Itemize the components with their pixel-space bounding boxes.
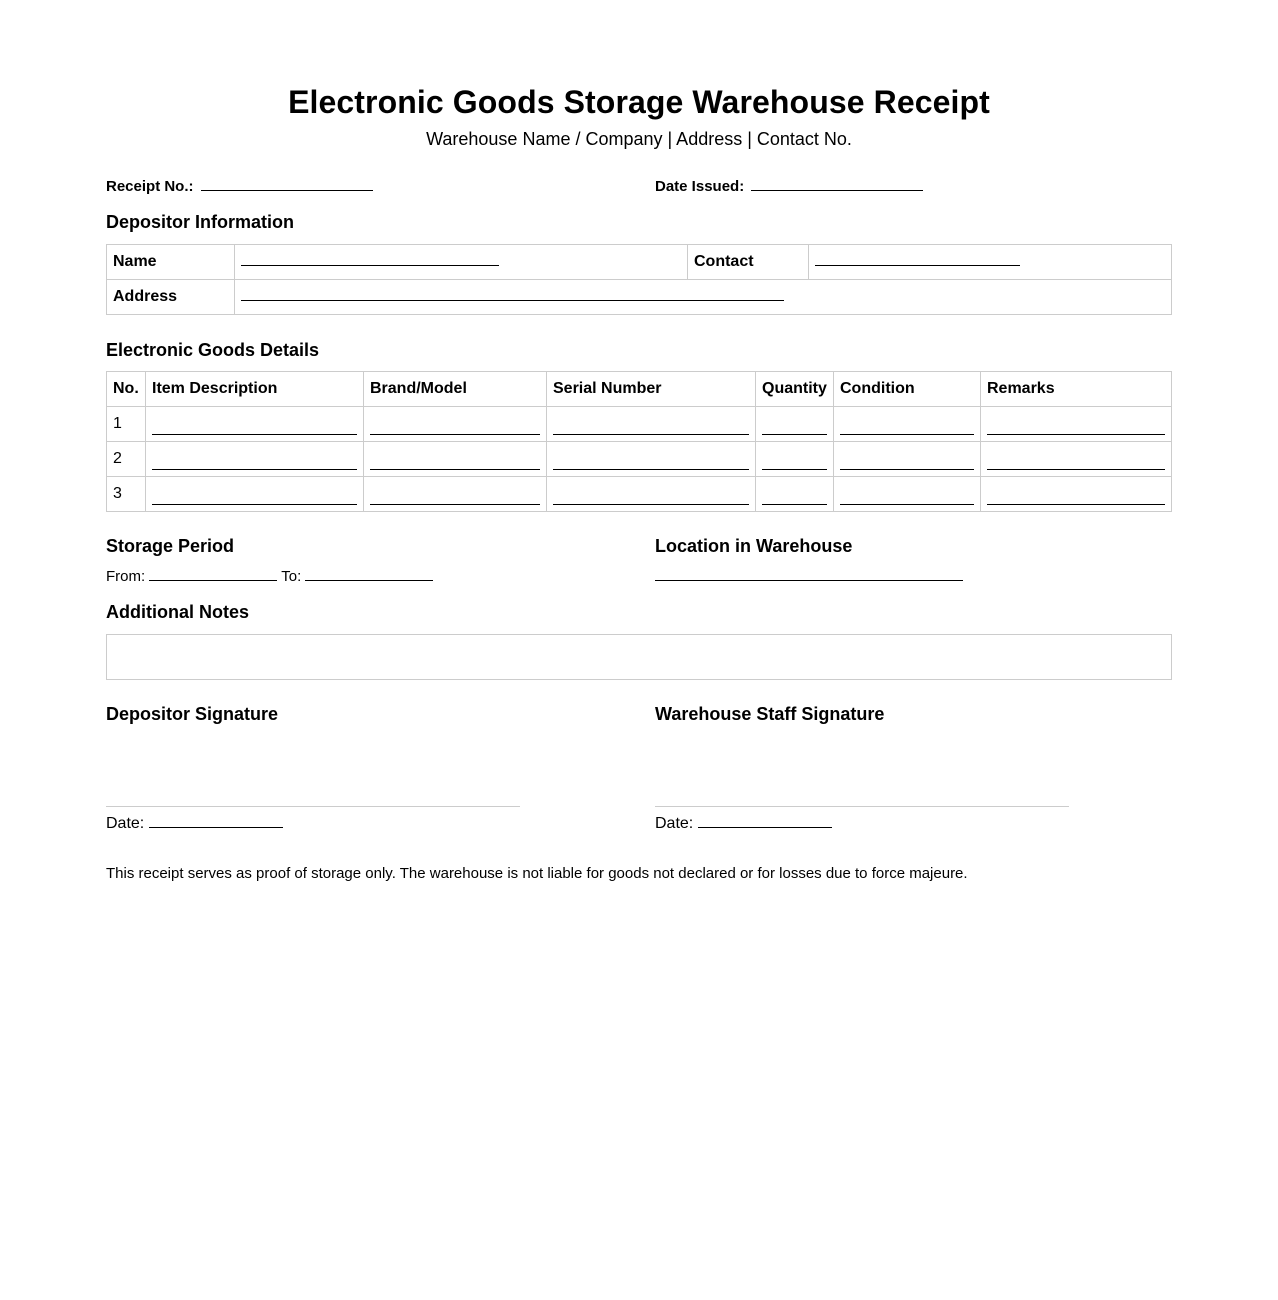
staff-date-input[interactable]	[698, 816, 832, 828]
address-input[interactable]	[241, 289, 784, 301]
serial-number-cell	[547, 442, 756, 477]
date-issued-input[interactable]	[751, 179, 923, 191]
receipt-no-field	[106, 178, 373, 195]
receipt-no-label: Receipt No.:	[106, 178, 194, 195]
serial-number-cell	[547, 407, 756, 442]
receipt-no-input[interactable]	[201, 179, 373, 191]
depositor-info-heading: Depositor Information	[106, 212, 294, 232]
item-description-input[interactable]	[152, 417, 357, 435]
quantity-cell	[756, 477, 834, 512]
col-serial-number: Serial Number	[547, 372, 756, 407]
storage-period-heading: Storage Period	[106, 536, 235, 556]
from-date-input[interactable]	[149, 569, 277, 581]
location-heading: Location in Warehouse	[655, 536, 853, 556]
quantity-input[interactable]	[762, 452, 827, 470]
brand-model-input[interactable]	[370, 452, 540, 470]
document-title: Electronic Goods Storage Warehouse Receipt	[288, 84, 990, 120]
quantity-cell	[756, 407, 834, 442]
serial-number-input[interactable]	[553, 487, 749, 505]
address-cell	[235, 280, 1172, 315]
brand-model-input[interactable]	[370, 417, 540, 435]
condition-input[interactable]	[840, 452, 974, 470]
quantity-cell	[756, 442, 834, 477]
row-number: 3	[107, 477, 146, 512]
quantity-input[interactable]	[762, 417, 827, 435]
table-row	[107, 407, 1172, 442]
location-field	[655, 568, 963, 585]
item-description-input[interactable]	[152, 452, 357, 470]
disclaimer-text: This receipt serves as proof of storage only. The warehouse is not liable for goods not declared or for losses due to force majeure.	[106, 865, 968, 882]
depositor-signature-heading: Depositor Signature	[106, 704, 279, 724]
col-no: No.	[107, 372, 146, 407]
date-issued-field	[655, 178, 923, 195]
name-input[interactable]	[241, 254, 499, 266]
remarks-cell	[981, 477, 1172, 512]
col-brand-model: Brand/Model	[364, 372, 547, 407]
item-description-cell	[146, 477, 364, 512]
contact-input[interactable]	[815, 254, 1020, 266]
depositor-date-field	[106, 815, 283, 833]
serial-number-input[interactable]	[553, 452, 749, 470]
remarks-input[interactable]	[987, 417, 1165, 435]
brand-model-input[interactable]	[370, 487, 540, 505]
goods-details-heading: Electronic Goods Details	[106, 340, 320, 360]
remarks-cell	[981, 442, 1172, 477]
condition-input[interactable]	[840, 417, 974, 435]
serial-number-cell	[547, 477, 756, 512]
location-input[interactable]	[655, 569, 963, 581]
depositor-date-input[interactable]	[149, 816, 283, 828]
serial-number-input[interactable]	[553, 417, 749, 435]
staff-signature-line[interactable]	[655, 806, 1069, 807]
goods-header-row	[107, 372, 1172, 407]
remarks-cell	[981, 407, 1172, 442]
condition-cell	[834, 477, 981, 512]
brand-model-cell	[364, 477, 547, 512]
storage-period-fields	[106, 568, 433, 585]
contact-cell	[809, 245, 1172, 280]
remarks-input[interactable]	[987, 487, 1165, 505]
brand-model-cell	[364, 442, 547, 477]
to-label: To:	[281, 568, 302, 585]
depositor-signature-line[interactable]	[106, 806, 520, 807]
item-description-input[interactable]	[152, 487, 357, 505]
condition-cell	[834, 442, 981, 477]
col-remarks: Remarks	[981, 372, 1172, 407]
item-description-cell	[146, 407, 364, 442]
table-row	[107, 477, 1172, 512]
quantity-input[interactable]	[762, 487, 827, 505]
row-number: 2	[107, 442, 146, 477]
contact-label: Contact	[688, 245, 809, 280]
name-label: Name	[107, 245, 235, 280]
col-quantity: Quantity	[756, 372, 834, 407]
item-description-cell	[146, 442, 364, 477]
depositor-info-table	[106, 244, 1172, 315]
condition-input[interactable]	[840, 487, 974, 505]
depositor-address-row	[107, 280, 1172, 315]
additional-notes-heading: Additional Notes	[106, 602, 249, 622]
staff-date-field	[655, 815, 832, 833]
col-condition: Condition	[834, 372, 981, 407]
name-cell	[235, 245, 688, 280]
condition-cell	[834, 407, 981, 442]
col-item-description: Item Description	[146, 372, 364, 407]
table-row	[107, 442, 1172, 477]
document-subtitle: Warehouse Name / Company | Address | Contact No.	[426, 129, 852, 149]
from-label: From:	[106, 568, 146, 585]
row-number: 1	[107, 407, 146, 442]
to-date-input[interactable]	[305, 569, 433, 581]
additional-notes-box[interactable]	[106, 634, 1172, 680]
date-issued-label: Date Issued:	[655, 178, 745, 195]
address-label: Address	[107, 280, 235, 315]
remarks-input[interactable]	[987, 452, 1165, 470]
brand-model-cell	[364, 407, 547, 442]
depositor-name-row	[107, 245, 1172, 280]
staff-signature-heading: Warehouse Staff Signature	[655, 704, 885, 724]
depositor-date-label: Date:	[106, 815, 145, 832]
goods-details-table	[106, 371, 1172, 512]
staff-date-label: Date:	[655, 815, 694, 832]
